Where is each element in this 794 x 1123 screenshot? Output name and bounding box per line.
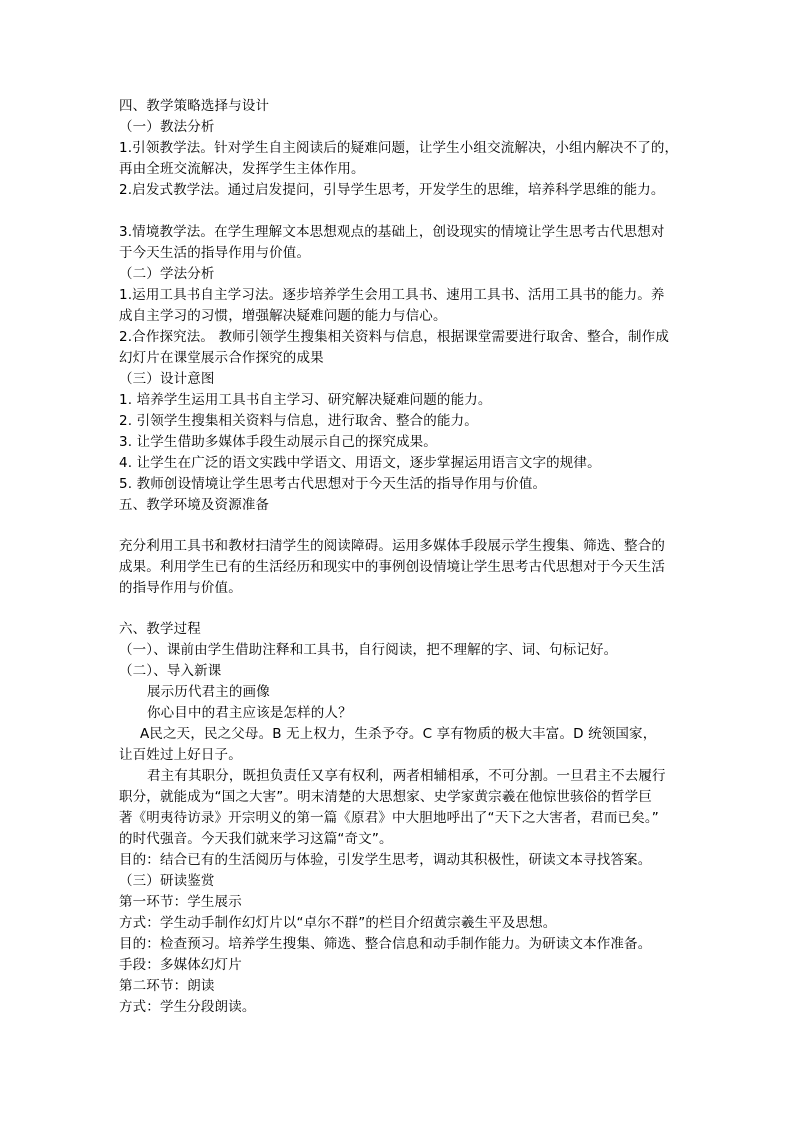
section-heading-process: 六、教学过程 <box>119 621 201 637</box>
method-item-3-cont: 于今天生活的指导作用与价值。 <box>119 245 311 261</box>
process-item-1: （一）、课前由学生借助注释和工具书，自行阅读，把不理解的字、词、句标记好。 <box>119 642 618 658</box>
design-item-1: 1. 培养学生运用工具书自主学习、研究解决疑难问题的能力。 <box>119 392 492 408</box>
step-1-method: 方式：学生动手制作幻灯片以“卓尔不群”的栏目介绍黄宗羲生平及思想。 <box>119 915 557 931</box>
subheading-method-analysis: （一）教法分析 <box>119 119 215 135</box>
intro-purpose: 目的：结合已有的生活阅历与体验，引发学生思考，调动其积极性，研读文本寻找答案。 <box>119 852 652 868</box>
environment-paragraph-line-1: 充分利用工具书和教材扫清学生的阅读障碍。运用多媒体手段展示学生搜集、筛选、整合的 <box>119 538 665 554</box>
method-item-1: 1.引领教学法。针对学生自主阅读后的疑难问题，让学生小组交流解决，小组内解决不了的， <box>119 140 679 156</box>
process-item-3: （三）研读鉴赏 <box>119 873 215 889</box>
section-heading-strategy: 四、教学策略选择与设计 <box>119 98 270 114</box>
intro-line-question: 你心目中的君主应该是怎样的人？ <box>147 705 352 721</box>
study-item-2-cont: 幻灯片在课堂展示合作探究的成果 <box>119 350 324 366</box>
process-item-2: （二）、导入新课 <box>119 663 222 679</box>
subheading-study-analysis: （二）学法分析 <box>119 266 215 282</box>
study-item-1: 1.运用工具书自主学习法。逐步培养学生会用工具书、速用工具书、活用工具书的能力。养 <box>119 287 665 303</box>
step-1-heading: 第一环节：学生展示 <box>119 894 242 910</box>
environment-paragraph-line-3: 的指导作用与价值。 <box>119 580 242 596</box>
study-item-2: 2.合作探究法。 教师引领学生搜集相关资料与信息，根据课堂需要进行取舍、整合，制作成 <box>119 329 669 345</box>
section-heading-environment: 五、教学环境及资源准备 <box>119 497 270 513</box>
step-1-means: 手段：多媒体幻灯片 <box>119 957 242 973</box>
step-2-method: 方式：学生分段朗读。 <box>119 999 256 1015</box>
intro-paragraph-line-4: 的时代强音。今天我们就来学习这篇“奇文”。 <box>119 831 393 847</box>
step-1-purpose: 目的：检查预习。培养学生搜集、筛选、整合信息和动手制作能力。为研读文本作准备。 <box>119 936 652 952</box>
intro-paragraph-line-3: 著《明夷待访录》开宗明义的第一篇《原君》中大胆地呼出了“天下之大害者，君而已矣。” <box>119 810 659 826</box>
method-item-3: 3.情境教学法。在学生理解文本思想观点的基础上，创设现实的情境让学生思考古代思想对 <box>119 224 665 240</box>
design-item-3: 3. 让学生借助多媒体手段生动展示自己的探究成果。 <box>119 434 437 450</box>
method-item-2: 2.启发式教学法。通过启发提问，引导学生思考，开发学生的思维，培养科学思维的能力。 <box>119 182 665 198</box>
step-2-heading: 第二环节：朗读 <box>119 978 215 994</box>
intro-line-options-cont: 让百姓过上好日子。 <box>119 747 242 763</box>
study-item-1-cont: 成自主学习的习惯，增强解决疑难问题的能力与信心。 <box>119 308 447 324</box>
design-item-2: 2. 引领学生搜集相关资料与信息，进行取舍、整合的能力。 <box>119 413 478 429</box>
intro-paragraph-line-1: 君主有其职分，既担负责任又享有权利，两者相辅相承，不可分割。一旦君主不去履行 <box>147 768 666 784</box>
design-item-4: 4. 让学生在广泛的语文实践中学语文、用语文，逐步掌握运用语言文字的规律。 <box>119 455 601 471</box>
environment-paragraph-line-2: 成果。利用学生已有的生活经历和现实中的事例创设情境让学生思考古代思想对于今天生活 <box>119 559 665 575</box>
design-item-5: 5. 教师创设情境让学生思考古代思想对于今天生活的指导作用与价值。 <box>119 476 547 492</box>
subheading-design-intent: （三）设计意图 <box>119 371 215 387</box>
intro-paragraph-line-2: 职分，就能成为“国之大害”。明末清楚的大思想家、史学家黄宗羲在他惊世骇俗的哲学巨 <box>119 789 652 805</box>
method-item-1-cont: 再由全班交流解决，发挥学生主体作用。 <box>119 161 365 177</box>
intro-line-portraits: 展示历代君主的画像 <box>147 684 270 700</box>
intro-line-options: A民之天，民之父母。B 无上权力，生杀予夺。C 享有物质的极大丰富。D 统领国家， <box>140 726 657 742</box>
